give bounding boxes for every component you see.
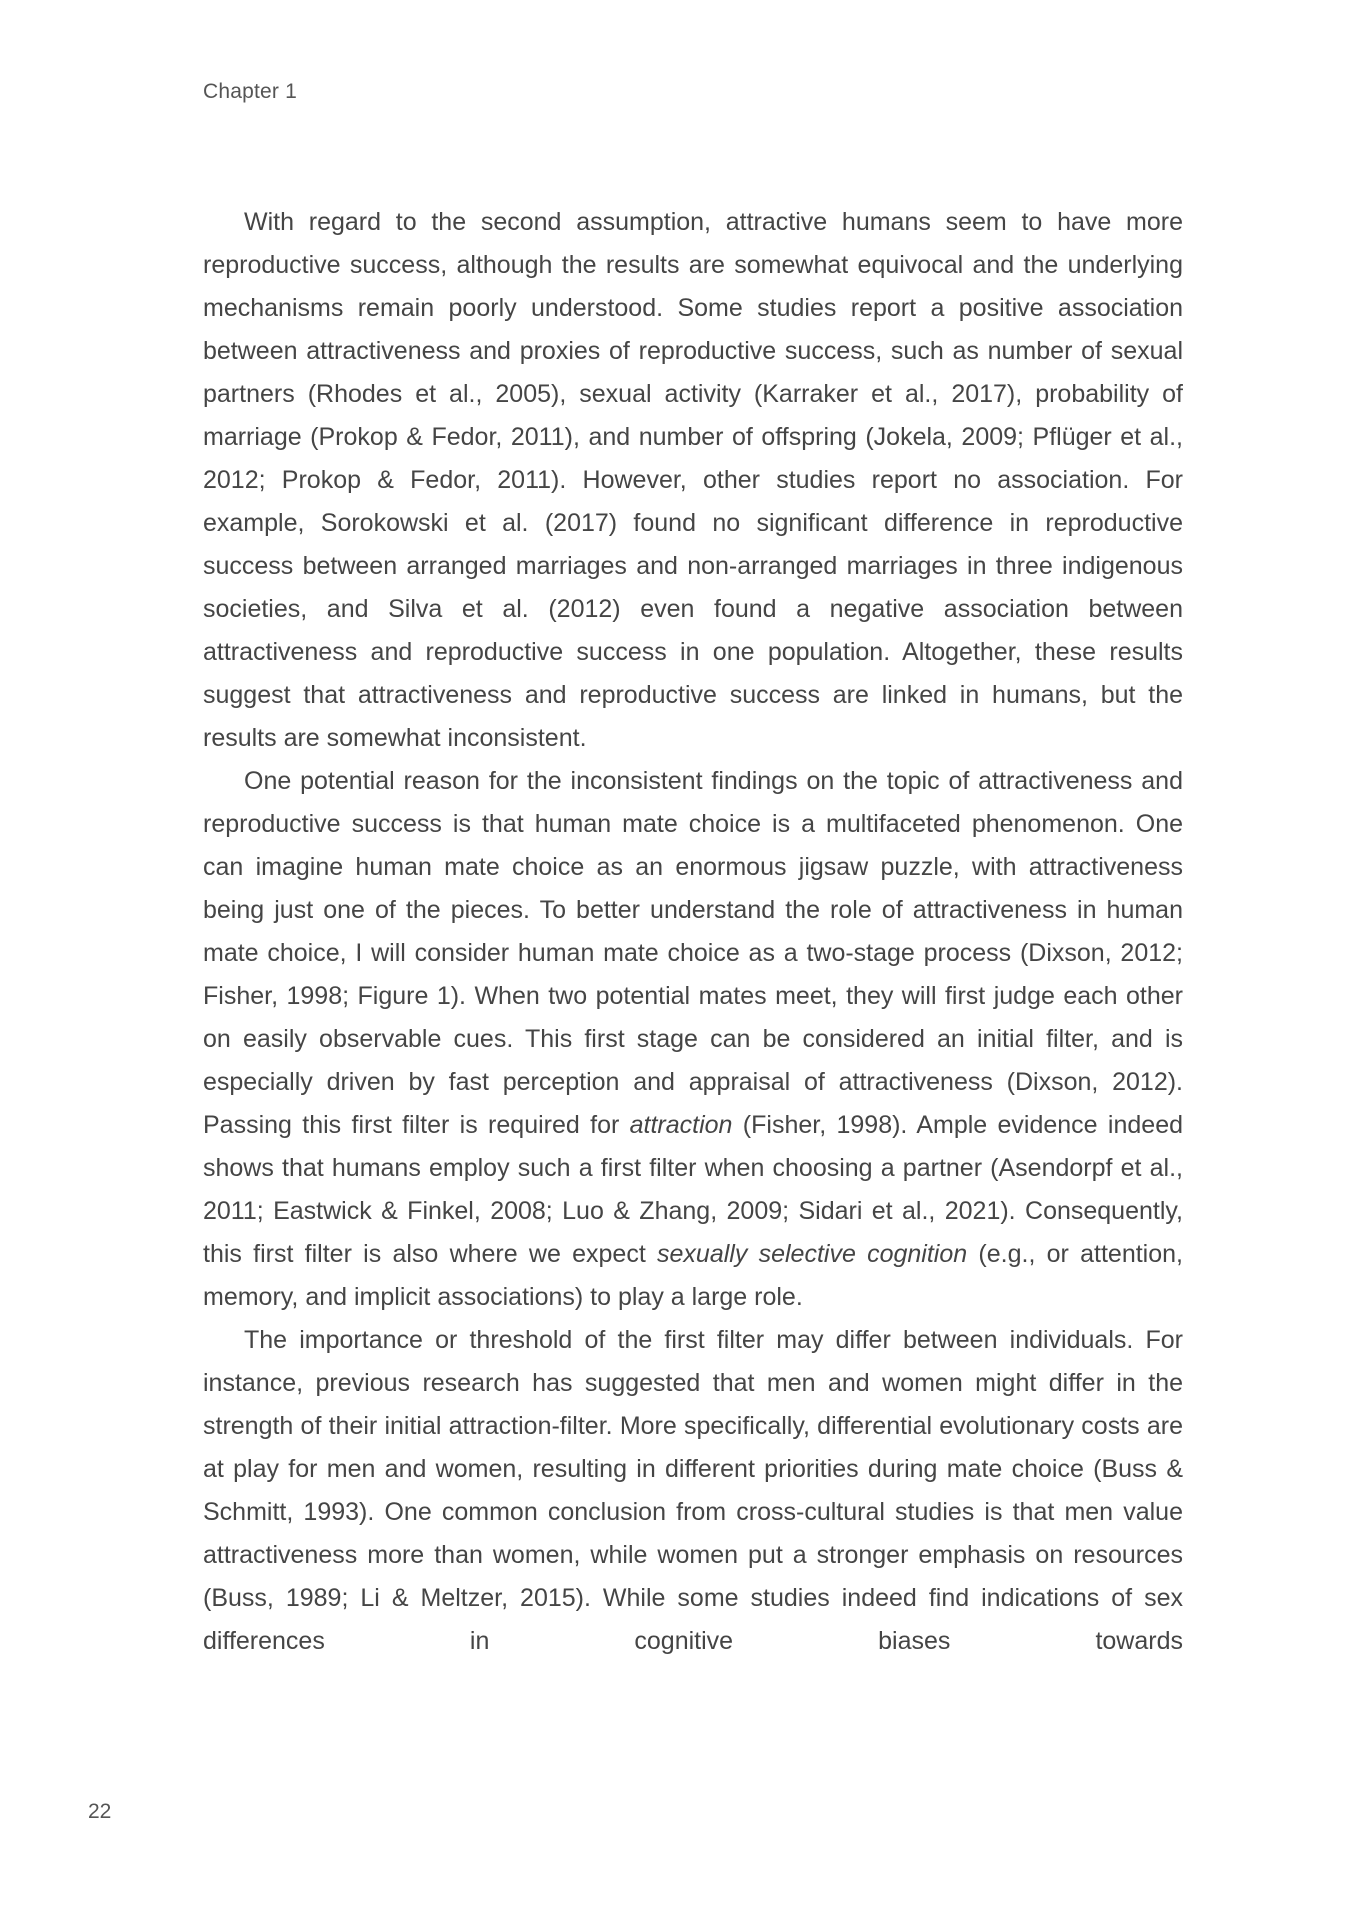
paragraph-2-text-c: (e.g., or attention, memory, and implicit associations) to play a large role. <box>203 1240 1183 1311</box>
paragraph-2-text-b: (Fisher, 1998). Ample evidence indeed shows that humans employ such a first filter when choosing a partner (Asendorpf et al., 2011; Eastwick & Finkel, 2008; Luo & Zhang, 2009; Sidari et al., 2021). Consequently, this first filter is also where we expect <box>203 1111 1183 1268</box>
italic-term-attraction: attraction <box>629 1111 733 1139</box>
paragraph-1 <box>203 201 1183 760</box>
paragraph-2-text-a: One potential reason for the inconsistent findings on the topic of attractiveness and reproductive success is that human mate choice is a multifaceted phenomenon. One can imagine human mate choice as an enormous jigsaw puzzle, with attractiveness being just one of the pieces. To better understand the role of attractiveness in human mate choice, I will consider human mate choice as a two-stage process (Dixson, 2012; Fisher, 1998; Figure 1). When two potential mates meet, they will first judge each other on easily observable cues. This first stage can be considered an initial filter, and is especially driven by fast perception and appraisal of attractiveness (Dixson, 2012). Passing this first filter is required for <box>203 767 1183 1139</box>
paragraph-3-text: The importance or threshold of the first filter may differ between individuals. For instance, previous research has suggested that men and women might differ in the strength of their initial attraction-filter. More specifically, differential evolutionary costs are at play for men and women, resulting in different priorities during mate choice (Buss & Schmitt, 1993). One common conclusion from cross-cultural studies is that men value attractiveness more than women, while women put a stronger emphasis on resources (Buss, 1989; Li & Meltzer, 2015). While some studies indeed find indications of sex differences in cognitive biases towards <box>203 1326 1183 1655</box>
page-number: 22 <box>88 1800 112 1823</box>
body-text <box>203 201 1183 1663</box>
paragraph-1-text: With regard to the second assumption, attractive humans seem to have more reproductive success, although the results are somewhat equivocal and the underlying mechanisms remain poorly understood. Some studies report a positive association between attractiveness and proxies of reproductive success, such as number of sexual partners (Rhodes et al., 2005), sexual activity (Karraker et al., 2017), probability of marriage (Prokop & Fedor, 2011), and number of offspring (Jokela, 2009; Pflüger et al., 2012; Prokop & Fedor, 2011). However, other studies report no association. For example, Sorokowski et al. (2017) found no significant difference in reproductive success between arranged marriages and non-arranged marriages in three indigenous societies, and Silva et al. (2012) even found a negative association between attractiveness and reproductive success in one population. Altogether, these results suggest that attractiveness and reproductive success are linked in humans, but the results are somewhat inconsistent. <box>203 208 1183 752</box>
paragraph-3 <box>203 1319 1183 1663</box>
paragraph-2 <box>203 760 1183 1319</box>
running-head: Chapter 1 <box>203 80 298 103</box>
italic-term-sexually-selective-cognition: sexually selective cognition <box>657 1240 968 1268</box>
